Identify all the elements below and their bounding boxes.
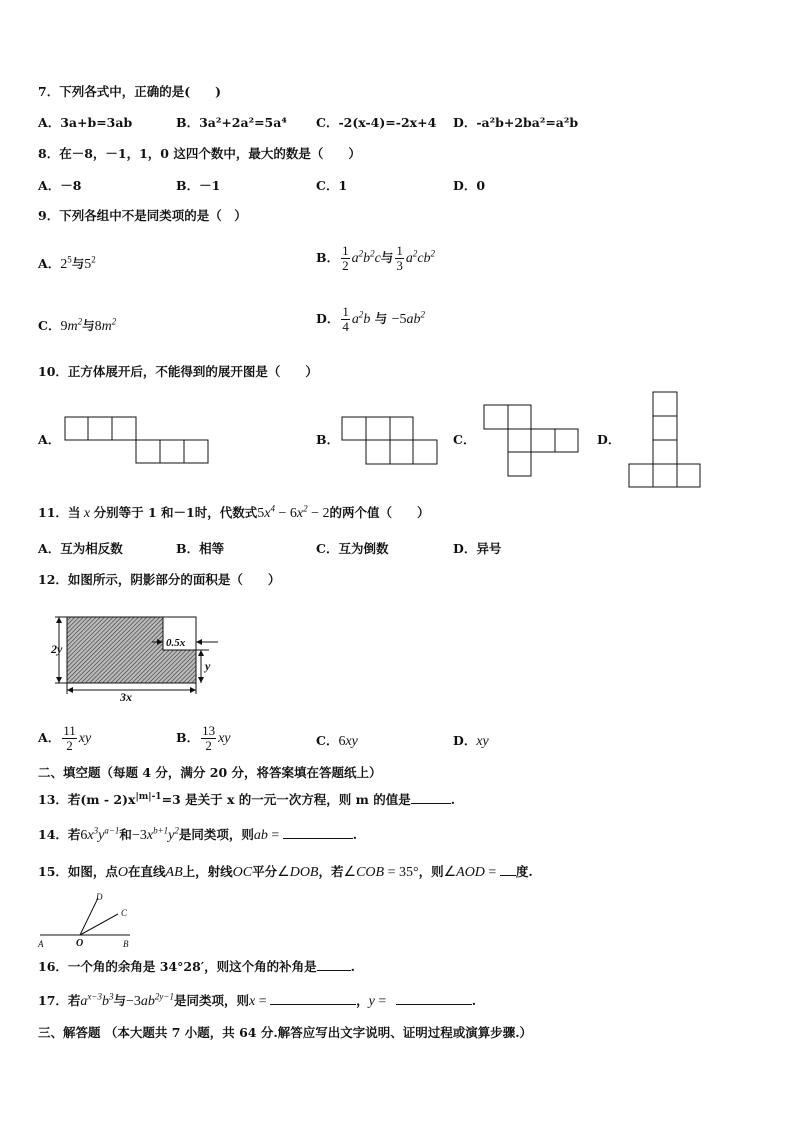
q7-stem: 7．下列各式中，正确的是( ): [38, 84, 222, 99]
q7-option-c: C．-2(x-4)=-2x+4: [316, 115, 437, 130]
q11-option-c: C．互为倒数: [316, 541, 389, 556]
q11-option-d: D．异号: [453, 541, 502, 556]
fig-label-2y: 2y: [51, 642, 63, 656]
fig-point-b: B: [123, 939, 129, 949]
q16: 16．一个角的余角是 34°28′，则这个角的补角是 .: [38, 959, 355, 974]
q17: 17．若$a^{x-3}b^3$与$-3ab^{2y-1}$是同类项，则x = ，y = .: [38, 991, 477, 1009]
q12-option-d: D．xy: [453, 733, 489, 749]
q7-option-b: B．3a²+2a²=5a⁴: [176, 115, 287, 130]
q9-option-a: A．$2^5$与$5^2$: [38, 254, 96, 272]
fig-point-a: A: [38, 939, 44, 949]
q9-option-d: D． $\frac{1}{4}$ $a^2b$ 与 $-5ab^2$: [316, 304, 425, 334]
q9-option-c: C．$9m^2$与$8m^2$: [38, 316, 117, 334]
q10-label-b: B．: [316, 432, 340, 447]
q10-label-a: A．: [38, 432, 61, 447]
q10-label-c: C．: [453, 432, 476, 447]
q11-option-b: B．相等: [176, 541, 225, 556]
q9-option-b: B． $\frac{1}{2}$ $a^2b^2c$与 $\frac{1}{3}$ $a^2cb^2$: [316, 243, 436, 273]
q8-option-b: B．－1: [176, 178, 221, 193]
q10-stem: 10．正方体展开后，不能得到的展开图是（ ）: [38, 364, 318, 379]
section-3-heading: 三、解答题 （本大题共 7 小题，共 64 分.解答应写出文字说明、证明过程或演算步骤.）: [38, 1025, 533, 1040]
q12-option-a: A． $\frac{11}{2}$ xy: [38, 723, 92, 753]
q12-stem: 12．如图所示，阴影部分的面积是（ ）: [38, 572, 281, 587]
q12-option-c: C．6xy: [316, 733, 358, 749]
q12-option-b: B． $\frac{13}{2}$ xy: [176, 723, 231, 753]
fig-label-0-5x: 0.5x: [166, 637, 186, 649]
fig-label-y: y: [205, 659, 211, 673]
section-2-heading: 二、填空题（每题 4 分，满分 20 分，将答案填在答题纸上）: [38, 765, 382, 780]
fig-point-c: C: [121, 908, 128, 918]
q14: 14．若$6x^3y^{a-1}$和$-3x^{b+1}y^2$是同类项，则ab = .: [38, 825, 358, 843]
q9-stem: 9．下列各组中不是同类项的是（ ）: [38, 208, 247, 223]
q10-label-d: D．: [597, 432, 621, 447]
q11-option-a: A．互为相反数: [38, 541, 123, 556]
fig-label-3x: 3x: [120, 690, 132, 704]
q11-stem: 11．当 x 分别等于 1 和－1时，代数式$5x^4 - 6x^2 - 2$的两个值（ ）: [38, 503, 430, 521]
q15: 15．如图，点O在直线AB上，射线OC平分∠DOB，若∠COB = 35°，则∠AOD = 度.: [38, 864, 533, 880]
q7-option-d: D．-a²b+2ba²=a²b: [453, 115, 579, 130]
q8-stem: 8．在－8，－1，1，0 这四个数中，最大的数是（ ）: [38, 146, 361, 161]
fig-point-d: D: [96, 892, 103, 902]
fig-point-o: O: [76, 938, 84, 949]
q7-option-a: A．3a+b=3ab: [38, 115, 133, 130]
q13: 13．若$(m - 2)x^{|m|-1}=3$ 是关于 x 的一元一次方程，则 m 的值是 .: [38, 791, 456, 807]
q8-option-a: A．－8: [38, 178, 82, 193]
q8-option-d: D．0: [453, 178, 486, 193]
q8-option-c: C．1: [316, 178, 348, 193]
